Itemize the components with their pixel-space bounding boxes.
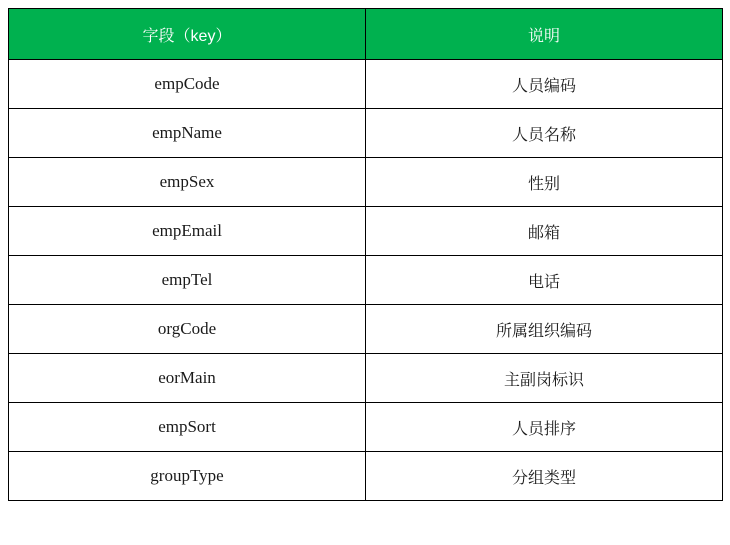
cell-description: 人员名称 [366, 109, 723, 158]
table-row [9, 256, 723, 305]
cell-key: empTel [9, 256, 366, 305]
table-row [9, 109, 723, 158]
cell-description: 主副岗标识 [366, 354, 723, 403]
cell-description: 人员排序 [366, 403, 723, 452]
field-definition-table [8, 8, 723, 501]
field-definition-table-container [8, 8, 722, 501]
table-header [9, 9, 723, 60]
cell-description: 分组类型 [366, 452, 723, 501]
cell-key: empEmail [9, 207, 366, 256]
column-header-key: 字段（key） [9, 9, 366, 60]
cell-key: empName [9, 109, 366, 158]
table-row [9, 305, 723, 354]
cell-key: orgCode [9, 305, 366, 354]
cell-description: 邮箱 [366, 207, 723, 256]
cell-key: empSex [9, 158, 366, 207]
table-row [9, 60, 723, 109]
column-header-description: 说明 [366, 9, 723, 60]
cell-description: 性别 [366, 158, 723, 207]
cell-description: 电话 [366, 256, 723, 305]
table-row [9, 452, 723, 501]
table-body [9, 60, 723, 501]
cell-key: groupType [9, 452, 366, 501]
table-row [9, 354, 723, 403]
cell-description: 所属组织编码 [366, 305, 723, 354]
cell-description: 人员编码 [366, 60, 723, 109]
cell-key: empCode [9, 60, 366, 109]
table-row [9, 158, 723, 207]
cell-key: empSort [9, 403, 366, 452]
cell-key: eorMain [9, 354, 366, 403]
table-row [9, 207, 723, 256]
table-row [9, 403, 723, 452]
table-header-row [9, 9, 723, 60]
